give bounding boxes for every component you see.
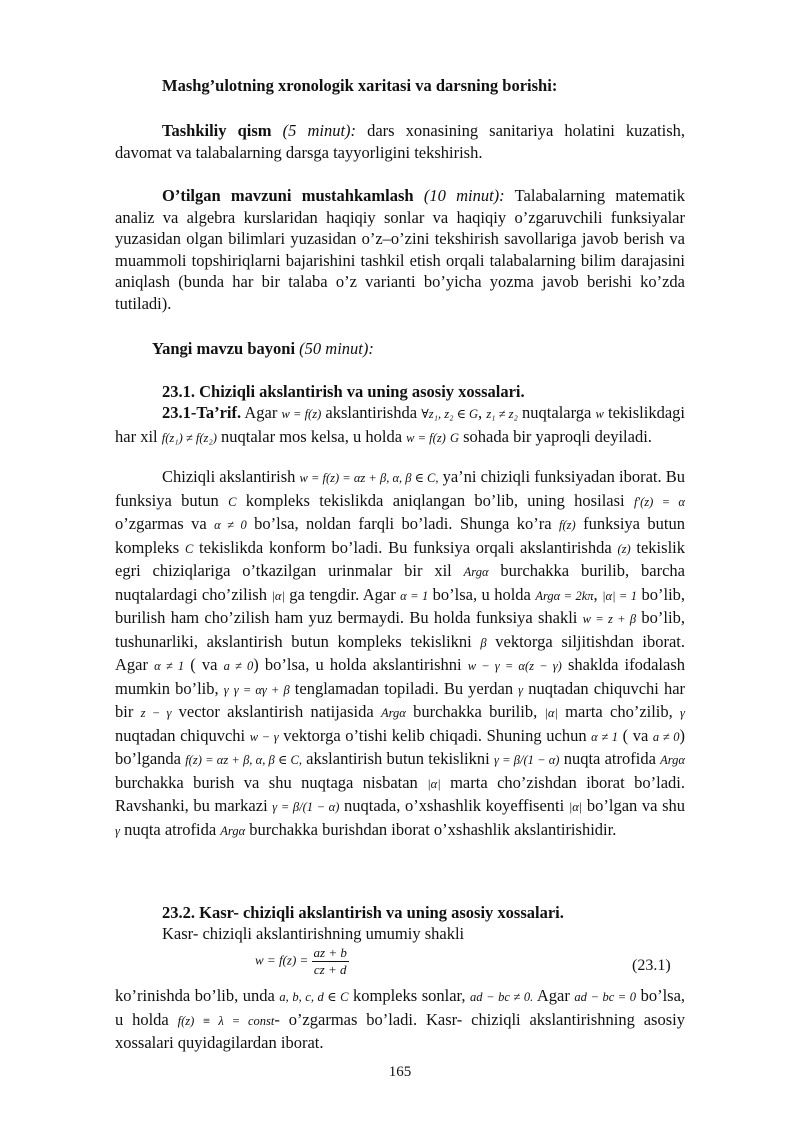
math-fragment: γ = β/(1 − α) <box>272 800 340 814</box>
text-fragment: nuqtadan chiquvchi har bir <box>115 678 686 721</box>
section-23-1-title: 23.1. Chiziqli akslantirish va uning asosiy xossalari. <box>162 382 525 401</box>
math-fragment: w = z + β <box>582 612 637 626</box>
text-fragment: vector akslantirish natijasida <box>171 702 381 721</box>
math-fragment: |α| <box>427 776 441 791</box>
math-fragment: f(z) = αz + β, α, β ∈ C, <box>185 753 302 767</box>
math-fragment: α ≠ 1 <box>591 729 619 744</box>
math-fragment: z₁ ≠ z₂ <box>486 407 518 421</box>
tashkiliy-time: (5 minut): <box>282 121 357 140</box>
text-fragment: nuqta atrofida <box>559 749 661 768</box>
text-fragment: tekislikdagi har xil <box>115 403 686 446</box>
text-fragment: bo’lib, tushunarliki, akslantirish butun kompleks tekislikni <box>115 608 685 651</box>
math-fragment: (z) <box>617 541 631 556</box>
math-fragment: |α| <box>568 800 583 814</box>
math-fragment: γ = β/(1 − α) <box>493 753 560 767</box>
math-fragment: w = f(z) <box>281 407 322 421</box>
text-fragment: Agar <box>241 403 282 422</box>
formula-denominator: cz + d <box>313 962 347 977</box>
formula-label: (23.1) <box>632 957 671 974</box>
math-fragment: C <box>184 541 194 556</box>
math-fragment: Argα <box>660 753 685 767</box>
math-fragment: γ <box>115 823 120 838</box>
text-fragment: nuqtada, o’xshashlik koyeffisenti <box>339 796 569 815</box>
math-fragment: α ≠ 1 <box>154 659 185 673</box>
text-fragment: nuqta atrofida <box>119 819 221 839</box>
text-fragment: marta cho’zishdan iborat bo’ladi. Ravshanki, bu markazi <box>115 772 685 815</box>
text-fragment: ya’ni chiziqli funksiyadan iborat. Bu funksiya butun <box>115 467 685 510</box>
text-fragment: funksiya butun kompleks <box>115 514 685 557</box>
math-fragment: γ <box>680 706 685 720</box>
page-number: 165 <box>388 1064 412 1080</box>
math-fragment: |α| <box>271 588 285 603</box>
math-fragment: a, b, c, d ∈ C <box>279 990 349 1004</box>
math-fragment: γ <box>223 682 229 697</box>
math-fragment: |α| = 1 <box>602 588 638 603</box>
tashkiliy-paragraph <box>115 120 685 163</box>
fractional-mapping-text <box>115 986 685 1052</box>
text-fragment: burchakka burish va shu nuqtaga nisbatan <box>115 772 428 792</box>
text-fragment: - o’zgarmas bo’ladi. Kasr- chiziqli akslantirishning asosiy xossalari quyidagilardan iborat. <box>115 1009 685 1052</box>
math-fragment: ad − bc = 0 <box>574 990 637 1004</box>
math-fragment: w − γ <box>249 729 279 744</box>
math-fragment: ad − bc ≠ 0. <box>470 990 534 1004</box>
text-fragment: Chiziqli akslantirish <box>162 467 300 486</box>
text-fragment: ) bo’lganda <box>115 725 685 768</box>
chronology-heading: Mashg’ulotning xronologik xaritasi va darsning borishi: <box>162 76 558 95</box>
math-fragment: w <box>595 407 604 421</box>
text-fragment: burchakka burishdan iborat o’xshashlik akslantirishidir. <box>245 819 617 839</box>
definition-23-1 <box>115 402 685 449</box>
math-fragment: |α| <box>544 706 558 720</box>
math-fragment: f(z) <box>559 518 576 532</box>
text-fragment: bo’lsa, u holda <box>115 986 686 1029</box>
text-fragment: sohada bir yaproqli deyiladi. <box>459 426 652 446</box>
text-fragment: nuqtadan chiquvchi <box>115 725 250 745</box>
formula-23-1 <box>255 945 349 978</box>
definition-label: 23.1-Ta’rif. <box>162 403 242 422</box>
math-fragment: G <box>449 430 459 445</box>
text-fragment: ko’rinishda bo’lib, unda <box>115 986 280 1005</box>
math-fragment: w = f(z) <box>406 430 446 445</box>
math-fragment: Argα <box>220 823 246 838</box>
section-23-2-intro: Kasr- chiziqli akslantirishning umumiy shakli <box>162 924 465 943</box>
math-fragment: γ = αγ + β <box>233 682 290 697</box>
tashkiliy-title: Tashkiliy qism <box>162 121 272 140</box>
text-fragment: tekislik egri chiziqlariga o’tkazilgan urinmalar bir xil <box>115 537 685 580</box>
formula-lhs: w = f(z) = <box>255 952 309 968</box>
text-fragment: kompleks sonlar, <box>348 986 471 1005</box>
math-fragment: ∀z₁, z₂ ∈ G <box>421 407 479 421</box>
linear-mapping-paragraph <box>115 466 685 842</box>
tashkiliy-text: dars xonasining sanitariya holatini kuzatish, davomat va talabalarning darsga tayyorligini tekshirish. <box>115 121 685 162</box>
yangi-heading <box>152 338 722 360</box>
text-fragment: bo’lib, burilish ham cho’zilish ham yuz bermaydi. Bu holda funksiya shakli <box>115 584 686 627</box>
text-fragment: o’zgarmas va <box>115 514 215 533</box>
text-fragment: tenglamadan topiladi. Bu yerdan <box>289 678 519 698</box>
math-fragment: Argα <box>380 706 406 720</box>
text-fragment: nuqtalar mos kelsa, u holda <box>216 426 407 446</box>
math-fragment: f(z₁) ≠ f(z₂) <box>161 430 217 445</box>
text-fragment: , <box>593 584 603 604</box>
text-fragment: bo’lgan va shu <box>582 796 685 815</box>
math-fragment: a ≠ 0 <box>652 729 680 744</box>
math-fragment: C <box>228 494 237 509</box>
math-fragment: α = 1 <box>400 588 429 603</box>
math-fragment: w = f(z) = αz + β, α, β ∈ C, <box>299 471 439 485</box>
formula-fraction <box>312 945 349 978</box>
text-fragment: Agar <box>533 986 575 1005</box>
text-fragment: nuqtalarga <box>517 403 596 422</box>
math-fragment: β <box>480 635 487 650</box>
fractional-mapping-paragraph <box>115 985 685 1054</box>
formula-numerator: az + b <box>313 945 347 960</box>
linear-mapping-text <box>115 467 685 839</box>
text-fragment: burchakka burilib, <box>405 702 545 721</box>
text-fragment: ( va <box>184 655 224 674</box>
text-fragment: , <box>478 403 487 422</box>
yangi-time: (50 minut): <box>299 339 374 358</box>
text-fragment: ) bo’lsa, u holda akslantirishni <box>253 655 468 674</box>
text-fragment: bo’lsa, u holda <box>428 584 536 604</box>
math-fragment: f′(z) = α <box>633 494 685 509</box>
text-fragment: bo’lsa, noldan farqli bo’ladi. Shunga ko’ra <box>246 514 560 533</box>
math-fragment: α ≠ 0 <box>214 518 247 532</box>
math-fragment: Argα = 2kπ <box>535 588 594 603</box>
text-fragment: kompleks tekislikda aniqlangan bo’lib, uning hosilasi <box>236 490 634 510</box>
yangi-title: Yangi mavzu bayoni <box>152 339 296 358</box>
text-fragment: akslantirish butun tekislikni <box>301 749 494 768</box>
text-fragment: burchakka burilib, barcha nuqtalardagi cho’zilish <box>115 561 685 604</box>
otilgan-title: O’tilgan mavzuni mustahkamlash <box>162 186 414 205</box>
text-fragment: vektorga o’tishi kelib chiqadi. Shuning uchun <box>278 725 592 745</box>
math-fragment: w − γ = α(z − γ) <box>467 659 562 673</box>
section-23-2-title: 23.2. Kasr- chiziqli akslantirish va uning asosiy xossalari. <box>162 903 564 922</box>
math-fragment: f(z) ≡ λ = const <box>177 1013 275 1028</box>
otilgan-paragraph <box>115 185 685 314</box>
text-fragment: shaklda ifodalash mumkin bo’lib, <box>115 655 686 698</box>
math-fragment: γ <box>518 682 524 697</box>
math-fragment: a ≠ 0 <box>223 659 254 673</box>
text-fragment: tekislikda konform bo’ladi. Bu funksiya orqali akslantirishda <box>193 537 618 557</box>
math-fragment: Argα <box>463 565 489 579</box>
otilgan-text: Talabalarning matematik analiz va algebra kurslaridan haqiqiy sonlar va haqiqiy o’zgaruvchili funksiyalar yuzasidan olgan bilimlari yuzasidan o’z–o’zini tekshirish savollariga javob berish va muammoli topshiriqlarni bajarishini tashkil etish orqali talabalarning bilim darajasini aniqlash (bunda har bir talaba o’z varianti bo’yicha yozma javob berishi ko’zda tutiladi). <box>115 186 686 313</box>
text-fragment: vektorga siljitishdan iborat. Agar <box>115 631 686 674</box>
text-fragment: ( va <box>618 725 653 745</box>
text-fragment: ga tengdir. Agar <box>284 584 401 604</box>
otilgan-time: (10 minut): <box>423 186 505 205</box>
math-fragment: z − γ <box>140 706 172 720</box>
text-fragment: marta cho’zilib, <box>557 702 681 721</box>
text-fragment: akslantirishda <box>321 403 422 422</box>
